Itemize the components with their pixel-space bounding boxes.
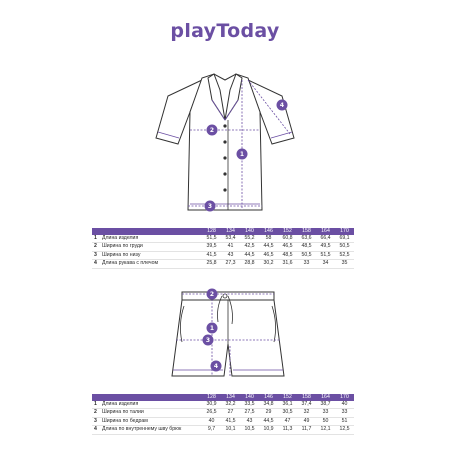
shirt-marker-2 (207, 125, 218, 136)
shirt-marker-4 (277, 100, 288, 111)
table-row: 2 Ширина по талии 26,5 27 27,5 29 30,5 32 33 33 (92, 409, 354, 417)
size-col: 146 (259, 394, 278, 401)
svg-text:1: 1 (209, 325, 215, 333)
shorts-marker-4 (211, 361, 222, 372)
table-row: 4 Длина по внутреннему шву брюк 9,7 10,1 10,5 10,9 11,3 11,7 12,1 12,5 (92, 426, 354, 434)
size-col: 140 (240, 228, 259, 235)
shorts-marker-2 (207, 289, 218, 300)
size-col: 128 (202, 394, 221, 401)
shorts-sketch (168, 284, 288, 384)
svg-text:3: 3 (207, 203, 213, 211)
size-col: 134 (221, 394, 240, 401)
table-row: 1 Длина изделия 51,5 53,4 55,2 58 60,8 63,6 66,4 69,1 (92, 235, 354, 243)
size-col: 164 (316, 228, 335, 235)
svg-text:2: 2 (209, 127, 215, 135)
size-col: 152 (278, 228, 297, 235)
shirt-size-table (92, 228, 354, 269)
size-col: 158 (297, 394, 316, 401)
svg-text:3: 3 (205, 337, 211, 345)
shirt-marker-1 (237, 149, 248, 160)
size-col: 146 (259, 228, 278, 235)
svg-text:2: 2 (209, 291, 215, 299)
shirt-size-header (92, 228, 354, 235)
size-col: 140 (240, 394, 259, 401)
table-row: 3 Ширина по бедрам 40 41,5 43 44,5 47 49 50 51 (92, 417, 354, 425)
size-col: 128 (202, 228, 221, 235)
size-col: 158 (297, 228, 316, 235)
size-col: 152 (278, 394, 297, 401)
shorts-size-table (92, 394, 354, 435)
shirt-marker-3 (205, 201, 216, 212)
shorts-size-header (92, 394, 354, 401)
table-row: 3 Ширина по низу 41,5 43 44,5 46,5 48,5 50,5 51,5 52,5 (92, 251, 354, 259)
size-col: 170 (335, 394, 354, 401)
size-col: 134 (221, 228, 240, 235)
brand-logo: playToday (170, 20, 280, 42)
shorts-marker-1 (207, 323, 218, 334)
svg-text:1: 1 (239, 151, 245, 159)
size-col: 170 (335, 228, 354, 235)
table-row: 1 Длина изделия 30,9 32,2 33,5 34,8 36,1 37,4 38,7 40 (92, 401, 354, 409)
shorts-marker-3 (203, 335, 214, 346)
svg-text:4: 4 (279, 102, 285, 110)
size-col: 164 (316, 394, 335, 401)
table-row: 2 Ширина по груди 39,5 41 42,5 44,5 46,5 48,5 49,5 50,5 (92, 243, 354, 251)
svg-text:4: 4 (213, 363, 219, 371)
table-row: 4 Длина рукава с плечом 25,8 27,3 28,8 30,2 31,6 33 34 35 (92, 260, 354, 268)
shirt-sketch (150, 68, 300, 218)
